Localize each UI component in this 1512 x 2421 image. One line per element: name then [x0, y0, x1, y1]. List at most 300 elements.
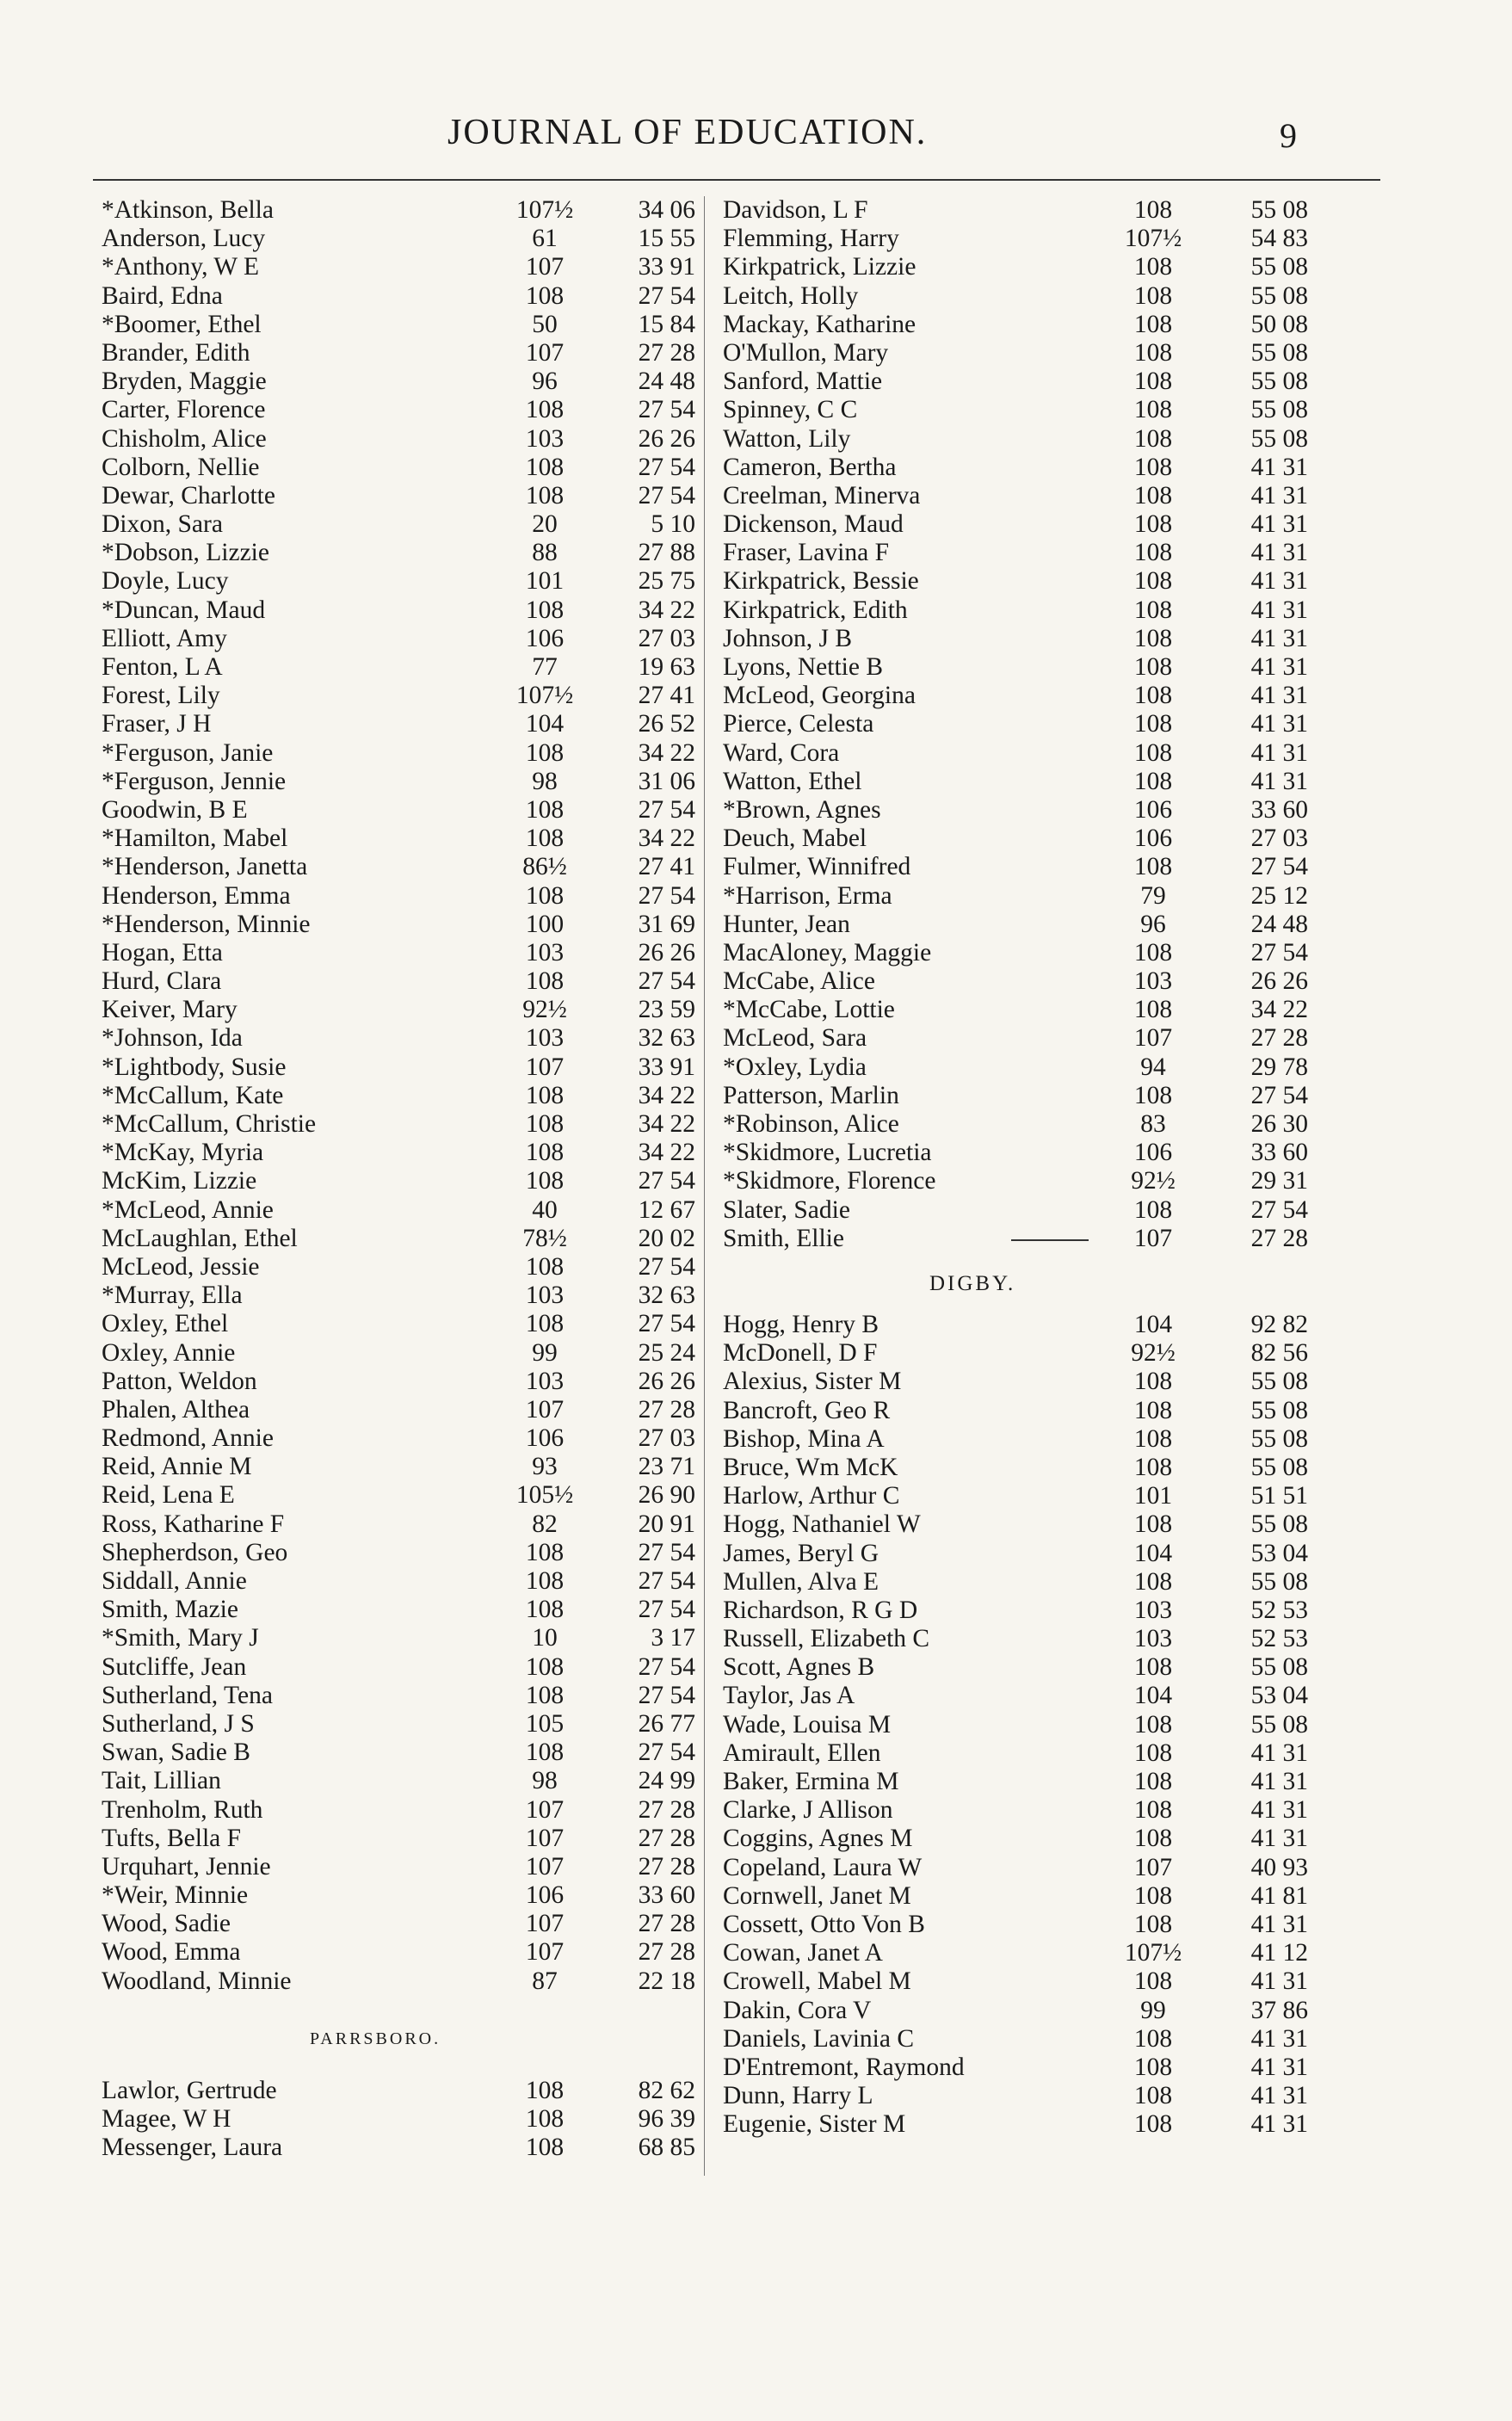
- entry-name: Hogg, Henry B: [723, 1311, 879, 1338]
- entry-days: 103: [525, 1024, 565, 1053]
- entry-name: Wade, Louisa M: [723, 1710, 892, 1739]
- entry-days: 103: [1133, 1596, 1173, 1624]
- entry-amount: 96 39: [638, 2105, 695, 2134]
- entry-days: 108: [525, 2105, 565, 2134]
- entry-amount: 27 54: [638, 1596, 695, 1624]
- entry-name: Oxley, Annie: [102, 1338, 236, 1367]
- entry-days: 108: [1133, 2024, 1173, 2053]
- entry-amount: 15 84: [638, 310, 695, 338]
- entry-name: Urquhart, Jennie: [102, 1852, 271, 1881]
- entry-name: Sanford, Mattie: [723, 367, 883, 396]
- entry-amount: 27 54: [638, 1167, 695, 1195]
- entry-amount: 41 31: [1250, 2110, 1308, 2139]
- entry-name: Watton, Ethel: [723, 767, 862, 795]
- entry-amount: 27 28: [1250, 1224, 1308, 1252]
- entry-days: 108: [525, 795, 565, 824]
- entry-days: 50: [532, 310, 558, 338]
- entry-amount: 27 28: [638, 338, 695, 367]
- entry-days: 108: [1133, 281, 1173, 310]
- entry-amount: 41 31: [1250, 2024, 1308, 2053]
- entry-days: 107: [1133, 1853, 1173, 1881]
- entry-amount: 55 08: [1250, 424, 1308, 453]
- entry-amount: 25 24: [638, 1338, 695, 1367]
- entry-amount: 24 99: [638, 1767, 695, 1795]
- entry-name: Dunn, Harry L: [723, 2082, 873, 2110]
- entry-amount: 32 63: [638, 1282, 695, 1310]
- entry-amount: 55 08: [1250, 367, 1308, 396]
- entry-name: Amirault, Ellen: [723, 1739, 881, 1767]
- entry-name: Smith, Mazie: [102, 1596, 238, 1624]
- entry-name: Fenton, L A: [102, 653, 223, 681]
- entry-name: Patton, Weldon: [102, 1367, 257, 1395]
- entry-days: 99: [532, 1338, 558, 1367]
- entry-amount: 55 08: [1250, 1653, 1308, 1682]
- entry-name: Harlow, Arthur C: [723, 1482, 900, 1510]
- entry-amount: 55 08: [1250, 1368, 1308, 1396]
- entry-days: 61: [532, 225, 558, 253]
- entry-name: *Ferguson, Janie: [102, 738, 274, 767]
- entry-name: Phalen, Althea: [102, 1395, 250, 1424]
- entry-days: 108: [1133, 767, 1173, 795]
- entry-days: 108: [525, 738, 565, 767]
- entry-days: 103: [525, 938, 565, 967]
- entry-name: Shepherdson, Geo: [102, 1538, 288, 1566]
- entry-amount: 27 88: [638, 539, 695, 567]
- entry-days: 108: [525, 1567, 565, 1595]
- entry-amount: 31 06: [638, 767, 695, 795]
- entry-days: 108: [1133, 653, 1173, 681]
- entry-amount: 20 02: [638, 1224, 695, 1252]
- entry-days: 105½: [515, 1481, 574, 1510]
- entry-name: Goodwin, B E: [102, 795, 248, 824]
- entry-days: 108: [1133, 2082, 1173, 2110]
- entry-amount: 40 93: [1250, 1853, 1308, 1881]
- entry-amount: 27 54: [1250, 1081, 1308, 1109]
- entry-days: 108: [525, 1110, 565, 1138]
- entry-days: 108: [1133, 567, 1173, 596]
- entry-name: Doyle, Lucy: [102, 567, 229, 596]
- entry-days: 108: [525, 1538, 565, 1566]
- entry-days: 108: [1133, 1453, 1173, 1481]
- entry-days: 108: [1133, 682, 1173, 710]
- entry-days: 107: [525, 1852, 565, 1881]
- entry-name: Keiver, Mary: [102, 996, 238, 1024]
- entry-days: 79: [1140, 881, 1166, 910]
- entry-days: 108: [525, 1596, 565, 1624]
- entry-name: Scott, Agnes B: [723, 1653, 875, 1682]
- entry-name: *Johnson, Ida: [102, 1024, 243, 1053]
- entry-name: Eugenie, Sister M: [723, 2110, 906, 2139]
- entry-name: *Atkinson, Bella: [102, 196, 274, 224]
- entry-days: 108: [525, 2077, 565, 2104]
- entry-name: Bryden, Maggie: [102, 367, 267, 396]
- entry-amount: 22 18: [638, 1967, 695, 1995]
- entry-name: Sutherland, Tena: [102, 1681, 273, 1709]
- entry-amount: 34 22: [638, 824, 695, 853]
- entry-days: 108: [1133, 1825, 1173, 1853]
- entry-name: McLeod, Georgina: [723, 682, 916, 710]
- entry-days: 93: [532, 1453, 558, 1481]
- entry-amount: 41 31: [1250, 1910, 1308, 1938]
- entry-days: 40: [532, 1195, 558, 1224]
- entry-amount: 55 08: [1250, 1453, 1308, 1481]
- entry-amount: 26 30: [1250, 1110, 1308, 1138]
- entry-name: Deuch, Mabel: [723, 824, 867, 853]
- entry-amount: 54 83: [1250, 225, 1308, 253]
- entry-name: *Ferguson, Jennie: [102, 767, 287, 795]
- entry-name: Ward, Cora: [723, 738, 840, 767]
- entry-name: Tufts, Bella F: [102, 1824, 242, 1852]
- entry-amount: 55 08: [1250, 338, 1308, 367]
- entry-name: Fraser, J H: [102, 710, 212, 738]
- entry-amount: 32 63: [638, 1024, 695, 1053]
- entry-amount: 27 28: [638, 1824, 695, 1852]
- entry-name: Chisholm, Alice: [102, 424, 267, 453]
- entry-amount: 41 31: [1250, 453, 1308, 481]
- entry-name: Slater, Sadie: [723, 1195, 850, 1224]
- entry-name: *Dobson, Lizzie: [102, 539, 269, 567]
- entry-days: 108: [525, 1139, 565, 1167]
- entry-days: 108: [1133, 624, 1173, 652]
- entry-days: 108: [1133, 738, 1173, 767]
- entry-days: 108: [1133, 1567, 1173, 1596]
- entry-days: 108: [1133, 1710, 1173, 1739]
- entry-name: *Smith, Mary J: [102, 1624, 259, 1652]
- entry-name: Dewar, Charlotte: [102, 481, 275, 510]
- entry-days: 96: [532, 367, 558, 396]
- entry-name: Fulmer, Winnifred: [723, 853, 911, 881]
- entry-days: 108: [1133, 367, 1173, 396]
- entry-amount: 26 26: [1250, 967, 1308, 996]
- entry-days: 107: [525, 338, 565, 367]
- entry-name: Hurd, Clara: [102, 967, 222, 996]
- entry-name: *Skidmore, Lucretia: [723, 1139, 932, 1167]
- entry-amount: 41 31: [1250, 539, 1308, 567]
- entry-name: Leitch, Holly: [723, 281, 859, 310]
- entry-amount: 27 54: [638, 881, 695, 910]
- entry-amount: 27 28: [638, 1852, 695, 1881]
- section-rule: [1011, 1239, 1089, 1241]
- entry-days: 108: [1133, 1424, 1173, 1453]
- page-header: [0, 112, 1512, 164]
- entry-name: Hunter, Jean: [723, 910, 850, 938]
- entry-days: 92½: [1131, 1339, 1176, 1368]
- entry-name: Cowan, Janet A: [723, 1939, 883, 1967]
- entry-days: 108: [1133, 196, 1173, 224]
- entry-name: Trenholm, Ruth: [102, 1795, 263, 1824]
- entry-days: 107½: [1124, 1939, 1182, 1967]
- entry-name: O'Mullon, Mary: [723, 338, 889, 367]
- entry-name: Elliott, Amy: [102, 624, 227, 652]
- entry-name: Mullen, Alva E: [723, 1567, 879, 1596]
- entry-name: Sutherland, J S: [102, 1709, 255, 1738]
- entry-amount: 27 03: [638, 1424, 695, 1453]
- entry-amount: 34 22: [638, 1081, 695, 1109]
- entry-days: 108: [525, 824, 565, 853]
- entry-amount: 27 54: [638, 281, 695, 310]
- entry-amount: 55 08: [1250, 1567, 1308, 1596]
- entry-amount: 41 31: [1250, 1739, 1308, 1767]
- entry-amount: 27 03: [1250, 824, 1308, 853]
- entry-name: Magee, W H: [102, 2105, 231, 2134]
- entry-name: Cameron, Bertha: [723, 453, 897, 481]
- entry-days: 108: [525, 1167, 565, 1195]
- entry-amount: 41 31: [1250, 1967, 1308, 1996]
- entry-amount: 82 56: [1250, 1339, 1308, 1368]
- entry-amount: 27 54: [638, 453, 695, 481]
- entry-days: 104: [1133, 1682, 1173, 1710]
- entry-amount: 24 48: [638, 367, 695, 396]
- entry-amount: 27 54: [638, 1681, 695, 1709]
- entry-amount: 41 31: [1250, 510, 1308, 539]
- entry-name: Bancroft, Geo R: [723, 1396, 891, 1424]
- entry-amount: 27 41: [638, 853, 695, 881]
- entry-amount: 41 31: [1250, 1825, 1308, 1853]
- entry-days: 103: [525, 1282, 565, 1310]
- entry-amount: 33 60: [1250, 1139, 1308, 1167]
- entry-amount: 27 54: [638, 795, 695, 824]
- entry-name: Smith, Ellie: [723, 1224, 844, 1252]
- entry-days: 107: [525, 1395, 565, 1424]
- entry-amount: 26 26: [638, 938, 695, 967]
- entry-amount: 33 60: [638, 1881, 695, 1910]
- entry-days: 107: [525, 1910, 565, 1938]
- entry-days: 100: [525, 910, 565, 938]
- entry-amount: 5 10: [651, 510, 695, 539]
- entry-days: 101: [525, 567, 565, 596]
- entry-days: 108: [1133, 481, 1173, 510]
- entry-name: Siddall, Annie: [102, 1567, 247, 1595]
- entry-amount: 27 54: [638, 1567, 695, 1595]
- entry-amount: 55 08: [1250, 1396, 1308, 1424]
- entry-days: 108: [1133, 938, 1173, 967]
- entry-days: 92½: [522, 996, 567, 1024]
- entry-amount: 31 69: [638, 910, 695, 938]
- entry-amount: 41 31: [1250, 624, 1308, 652]
- entry-days: 10: [532, 1624, 558, 1652]
- entry-days: 103: [525, 424, 565, 453]
- entry-amount: 27 54: [638, 1310, 695, 1338]
- entry-name: Kirkpatrick, Bessie: [723, 567, 919, 596]
- entry-name: *Robinson, Alice: [723, 1110, 899, 1138]
- entry-name: Wood, Emma: [102, 1938, 241, 1967]
- entry-name: *McCallum, Christie: [102, 1110, 317, 1138]
- entry-days: 92½: [1131, 1167, 1176, 1195]
- entry-name: Mackay, Katharine: [723, 310, 916, 338]
- entry-name: Fraser, Lavina F: [723, 539, 889, 567]
- entry-name: *Anthony, W E: [102, 253, 260, 281]
- journal-title: JOURNAL OF EDUCATION.: [447, 113, 928, 152]
- entry-name: Alexius, Sister M: [723, 1368, 902, 1396]
- entry-amount: 27 54: [638, 1652, 695, 1681]
- entry-amount: 41 12: [1250, 1939, 1308, 1967]
- entry-amount: 55 08: [1250, 196, 1308, 224]
- entry-name: Brander, Edith: [102, 338, 250, 367]
- entry-name: Patterson, Marlin: [723, 1081, 899, 1109]
- entry-name: Messenger, Laura: [102, 2134, 283, 2162]
- entry-days: 107: [525, 253, 565, 281]
- entry-days: 108: [1133, 1081, 1173, 1109]
- entry-name: Redmond, Annie: [102, 1424, 274, 1453]
- entry-days: 108: [1133, 996, 1173, 1024]
- entry-amount: 33 91: [638, 253, 695, 281]
- entry-amount: 34 22: [638, 596, 695, 624]
- entry-amount: 34 22: [638, 738, 695, 767]
- entry-days: 107: [525, 1824, 565, 1852]
- entry-days: 108: [525, 881, 565, 910]
- header-rule: [93, 179, 1380, 181]
- entry-name: Lawlor, Gertrude: [102, 2077, 277, 2104]
- entry-days: 108: [525, 1081, 565, 1109]
- entry-name: Forest, Lily: [102, 682, 220, 710]
- entry-name: Russell, Elizabeth C: [723, 1625, 930, 1653]
- entry-amount: 3 17: [651, 1624, 695, 1652]
- entry-name: Anderson, Lucy: [102, 225, 266, 253]
- entry-amount: 41 31: [1250, 710, 1308, 738]
- entry-name: Henderson, Emma: [102, 881, 291, 910]
- entry-name: *McCallum, Kate: [102, 1081, 284, 1109]
- entry-days: 108: [1133, 253, 1173, 281]
- entry-days: 108: [525, 1310, 565, 1338]
- entry-days: 108: [525, 1252, 565, 1281]
- entry-days: 82: [532, 1510, 558, 1538]
- entry-name: Flemming, Harry: [723, 225, 899, 253]
- entry-amount: 50 08: [1250, 310, 1308, 338]
- entry-days: 108: [1133, 853, 1173, 881]
- entry-name: Cornwell, Janet M: [723, 1881, 911, 1910]
- entry-days: 108: [1133, 1796, 1173, 1825]
- entry-name: *Brown, Agnes: [723, 795, 881, 824]
- entry-amount: 27 54: [638, 481, 695, 510]
- entry-days: 104: [1133, 1311, 1173, 1338]
- entry-name: Bruce, Wm McK: [723, 1453, 898, 1481]
- entry-days: 106: [1133, 824, 1173, 853]
- entry-name: *Lightbody, Susie: [102, 1053, 287, 1081]
- entry-days: 108: [525, 1652, 565, 1681]
- entry-days: 98: [532, 1767, 558, 1795]
- entry-amount: 55 08: [1250, 396, 1308, 424]
- entry-days: 108: [525, 967, 565, 996]
- entry-name: *Hamilton, Mabel: [102, 824, 288, 853]
- entry-name: Hogg, Nathaniel W: [723, 1510, 921, 1539]
- entry-days: 108: [1133, 510, 1173, 539]
- entry-days: 107½: [515, 196, 574, 224]
- entry-amount: 27 54: [1250, 1195, 1308, 1224]
- entry-name: McCabe, Alice: [723, 967, 875, 996]
- entry-days: 98: [532, 767, 558, 795]
- entry-amount: 29 78: [1250, 1053, 1308, 1081]
- entry-name: Carter, Florence: [102, 396, 266, 424]
- entry-amount: 27 41: [638, 682, 695, 710]
- entry-days: 99: [1140, 1996, 1166, 2024]
- entry-amount: 41 81: [1250, 1881, 1308, 1910]
- entry-name: Kirkpatrick, Lizzie: [723, 253, 916, 281]
- entry-days: 104: [1133, 1539, 1173, 1567]
- entry-amount: 25 75: [638, 567, 695, 596]
- entry-days: 108: [1133, 424, 1173, 453]
- entry-days: 106: [525, 1881, 565, 1910]
- column-divider: [704, 196, 705, 2176]
- entry-amount: 55 08: [1250, 1510, 1308, 1539]
- entry-name: Creelman, Minerva: [723, 481, 921, 510]
- entry-name: Colborn, Nellie: [102, 453, 260, 481]
- entry-days: 108: [1133, 710, 1173, 738]
- entry-days: 107: [1133, 1224, 1173, 1252]
- entry-amount: 53 04: [1250, 1539, 1308, 1567]
- entry-name: *Boomer, Ethel: [102, 310, 262, 338]
- entry-amount: 53 04: [1250, 1682, 1308, 1710]
- entry-days: 106: [1133, 795, 1173, 824]
- entry-amount: 41 31: [1250, 567, 1308, 596]
- entry-days: 87: [532, 1967, 558, 1995]
- entry-amount: 26 52: [638, 710, 695, 738]
- entry-days: 108: [1133, 1195, 1173, 1224]
- entry-days: 103: [1133, 1625, 1173, 1653]
- entry-name: *Harrison, Erma: [723, 881, 892, 910]
- entry-days: 105: [525, 1709, 565, 1738]
- entry-name: Swan, Sadie B: [102, 1739, 250, 1767]
- entry-amount: 82 62: [638, 2077, 695, 2104]
- entry-days: 108: [525, 596, 565, 624]
- entry-amount: 27 54: [1250, 938, 1308, 967]
- entry-name: Johnson, J B: [723, 624, 852, 652]
- entry-name: *Weir, Minnie: [102, 1881, 249, 1910]
- entry-name: *Henderson, Janetta: [102, 853, 308, 881]
- entry-amount: 27 54: [638, 967, 695, 996]
- entry-days: 107½: [1124, 225, 1182, 253]
- entry-amount: 34 22: [638, 1110, 695, 1138]
- entry-days: 107: [525, 1795, 565, 1824]
- entry-days: 104: [525, 710, 565, 738]
- entry-name: Baker, Ermina M: [723, 1768, 899, 1795]
- entry-name: McLeod, Jessie: [102, 1252, 260, 1281]
- entry-amount: 27 28: [638, 1910, 695, 1938]
- entry-days: 20: [532, 510, 558, 539]
- entry-amount: 92 82: [1250, 1311, 1308, 1338]
- entry-name: McKim, Lizzie: [102, 1167, 257, 1195]
- entry-days: 78½: [522, 1224, 567, 1252]
- entry-days: 108: [1133, 1967, 1173, 1996]
- entry-amount: 41 31: [1250, 1768, 1308, 1795]
- entry-days: 88: [532, 539, 558, 567]
- section-heading-parrsboro: PARRSBORO.: [310, 2029, 441, 2048]
- entry-name: McLeod, Sara: [723, 1024, 867, 1053]
- entry-days: 96: [1140, 910, 1166, 938]
- entry-amount: 24 48: [1250, 910, 1308, 938]
- entry-amount: 41 31: [1250, 767, 1308, 795]
- entry-amount: 51 51: [1250, 1482, 1308, 1510]
- entry-name: Spinney, C C: [723, 396, 858, 424]
- entry-days: 103: [1133, 967, 1173, 996]
- entry-amount: 12 67: [638, 1195, 695, 1224]
- entry-amount: 41 31: [1250, 1796, 1308, 1825]
- entry-name: *McKay, Myria: [102, 1139, 264, 1167]
- entry-days: 108: [1133, 1396, 1173, 1424]
- entry-name: Lyons, Nettie B: [723, 653, 884, 681]
- entry-name: Davidson, L F: [723, 196, 868, 224]
- entry-days: 94: [1140, 1053, 1166, 1081]
- entry-days: 108: [525, 481, 565, 510]
- entry-name: Ross, Katharine F: [102, 1510, 285, 1538]
- entry-days: 106: [525, 1424, 565, 1453]
- entry-amount: 19 63: [638, 653, 695, 681]
- entry-days: 108: [1133, 453, 1173, 481]
- entry-amount: 41 31: [1250, 2053, 1308, 2081]
- entry-amount: 34 22: [638, 1139, 695, 1167]
- entry-name: *Oxley, Lydia: [723, 1053, 867, 1081]
- entry-name: *McCabe, Lottie: [723, 996, 895, 1024]
- entry-days: 107½: [515, 682, 574, 710]
